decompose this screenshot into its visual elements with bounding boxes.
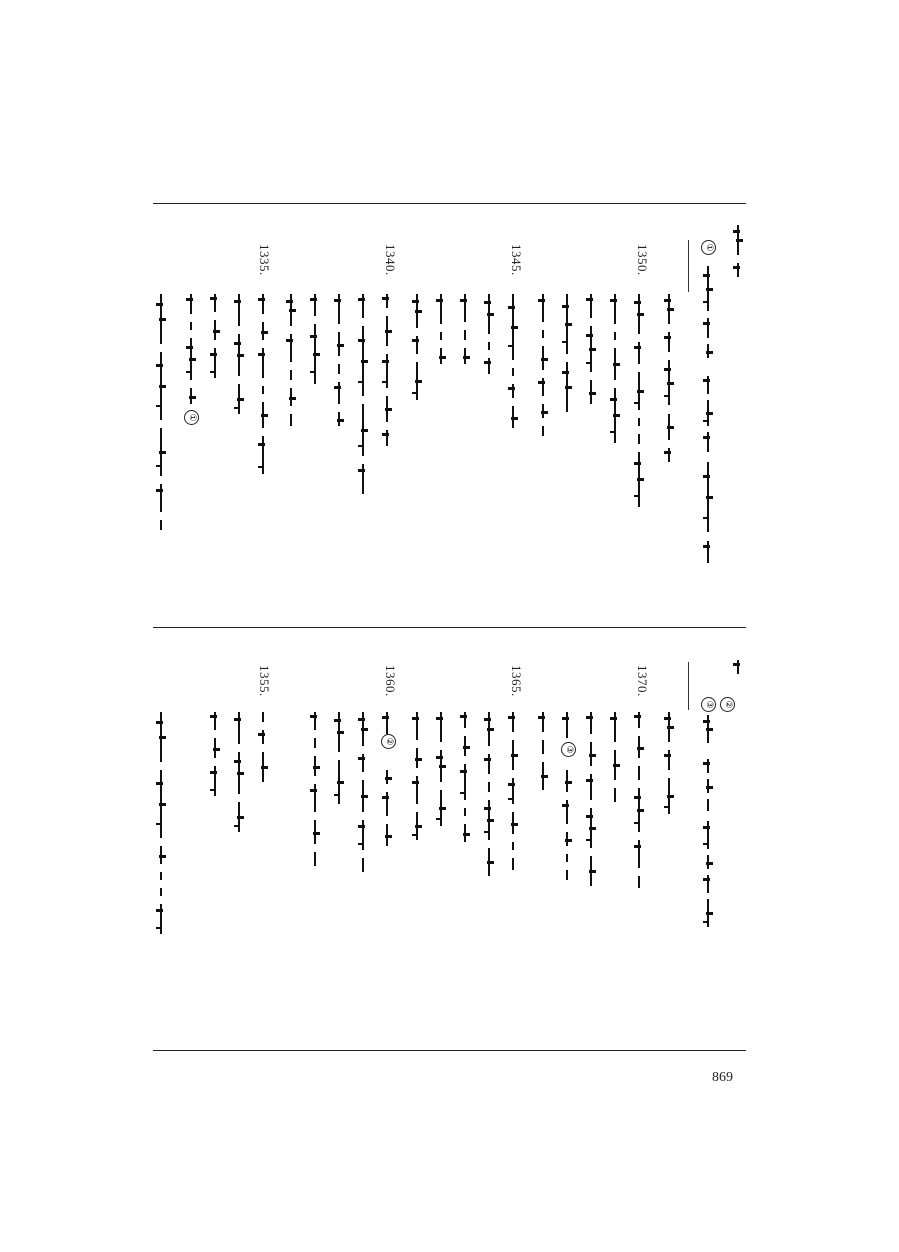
mongolian-word: [334, 760, 344, 804]
mongolian-word: [412, 336, 422, 354]
mongolian-word: [664, 294, 674, 324]
mongolian-word: [562, 770, 572, 792]
mongolian-word: [460, 712, 470, 728]
mongolian-word: [634, 736, 644, 758]
mongolian-word: [286, 388, 296, 406]
mongolian-word: [382, 294, 392, 308]
mongolian-word: [210, 766, 220, 796]
mongolian-word: [186, 294, 196, 314]
mongolian-word: [538, 378, 548, 396]
mongolian-word: [310, 324, 320, 384]
mongolian-word: [634, 788, 644, 832]
mongolian-word: [258, 386, 268, 394]
mongolian-word: [562, 294, 572, 354]
mongolian-word: [703, 266, 713, 311]
mongolian-word: [258, 712, 268, 722]
mongolian-word: [234, 384, 244, 414]
mongolian-word: [382, 354, 392, 388]
bottom-rule: [153, 1050, 746, 1051]
mongolian-word: [258, 348, 268, 378]
mongolian-word: [382, 712, 392, 734]
mongolian-word: [156, 294, 166, 344]
mongolian-word: [703, 541, 713, 563]
mongolian-word: [460, 330, 470, 340]
footnote-marker: ③: [561, 742, 576, 757]
mongolian-word: [664, 332, 674, 352]
mongolian-word: [538, 404, 548, 418]
mongolian-word: [703, 462, 713, 532]
mongolian-word: [664, 778, 674, 814]
footnote-marker: ①: [701, 240, 716, 255]
mongolian-word: [634, 418, 644, 426]
mongolian-word: [634, 342, 644, 364]
mongolian-word: [156, 352, 166, 420]
page-number: 869: [712, 1070, 733, 1085]
mongolian-word: [586, 712, 596, 734]
mongolian-word: [310, 294, 320, 316]
mongolian-word: [703, 855, 713, 869]
mongolian-word: [703, 875, 713, 893]
top-rule: [153, 203, 746, 204]
mongolian-word: [586, 326, 596, 372]
mongolian-word: [610, 750, 620, 780]
mongolian-word: [156, 484, 166, 512]
mongolian-word: [156, 520, 166, 530]
mongolian-word: [484, 712, 494, 746]
mongolian-word: [562, 832, 572, 846]
mongolian-word: [460, 808, 470, 816]
mongolian-word: [156, 846, 166, 864]
mongolian-word: [664, 750, 674, 770]
mongolian-word: [436, 712, 446, 742]
line-number: 1340.: [383, 244, 398, 276]
mongolian-word: [334, 712, 344, 752]
mongolian-word: [334, 332, 344, 356]
mongolian-word: [382, 430, 392, 446]
mongolian-word: [586, 742, 596, 766]
line-number: 1370.: [635, 665, 650, 697]
mongolian-word: [334, 412, 344, 426]
mongolian-word: [310, 756, 320, 776]
mongolian-word: [634, 434, 644, 444]
mongolian-word: [562, 712, 572, 738]
mongolian-word: [538, 762, 548, 790]
footnote-marker: ②: [381, 734, 396, 749]
mongolian-word: [733, 660, 743, 674]
mongolian-word: [634, 294, 644, 334]
mongolian-word: [358, 754, 368, 772]
mongolian-word: [460, 824, 470, 842]
line-number: 1335.: [257, 244, 272, 276]
mongolian-word: [412, 812, 422, 840]
mongolian-word: [186, 388, 196, 404]
mongolian-word: [234, 752, 244, 794]
mongolian-word: [538, 426, 548, 436]
mongolian-word: [358, 780, 368, 812]
footnote-marker: ③: [701, 697, 716, 712]
mongolian-word: [664, 712, 674, 742]
mongolian-word: [358, 464, 368, 494]
mongolian-word: [703, 318, 713, 338]
mongolian-word: [484, 358, 494, 374]
mongolian-word: [436, 294, 446, 324]
mongolian-word: [436, 332, 446, 340]
mongolian-word: [610, 348, 620, 380]
mongolian-word: [286, 334, 296, 362]
mongolian-word: [258, 294, 268, 314]
mongolian-word: [664, 414, 674, 440]
mongolian-word: [412, 362, 422, 400]
mongolian-word: [508, 368, 518, 376]
mongolian-word: [258, 322, 268, 340]
mongolian-word: [412, 294, 422, 328]
mongolian-word: [508, 712, 518, 732]
mongolian-word: [586, 294, 596, 318]
mongolian-word: [156, 888, 166, 896]
mongolian-word: [586, 808, 596, 848]
mongolian-word: [358, 326, 368, 396]
mongolian-word: [703, 759, 713, 773]
mongolian-word: [703, 400, 713, 426]
mongolian-word: [156, 428, 166, 476]
mongolian-word: [210, 294, 220, 312]
mongolian-word: [258, 402, 268, 428]
mongolian-word: [484, 754, 494, 774]
mongolian-word: [562, 870, 572, 880]
mongolian-word: [634, 876, 644, 888]
mongolian-word: [610, 388, 620, 443]
mongolian-word: [436, 750, 446, 782]
mongolian-word: [634, 766, 644, 780]
mongolian-word: [562, 362, 572, 412]
mongolian-word: [586, 380, 596, 404]
mongolian-word: [258, 752, 268, 782]
line-number: 1355.: [257, 665, 272, 697]
mongolian-word: [186, 338, 196, 380]
mongolian-word: [310, 712, 320, 730]
mongolian-word: [703, 821, 713, 849]
mongolian-word: [156, 770, 166, 838]
mongolian-word: [634, 372, 644, 410]
mongolian-word: [382, 396, 392, 422]
mongolian-word: [436, 348, 446, 364]
mongolian-word: [286, 414, 296, 426]
mongolian-word: [286, 294, 296, 326]
mongolian-word: [234, 294, 244, 326]
mongolian-word: [508, 778, 518, 804]
mongolian-word: [310, 820, 320, 844]
mongolian-word: [508, 812, 518, 834]
mongolian-word: [586, 774, 596, 800]
mongolian-word: [358, 712, 368, 746]
mongolian-word: [310, 738, 320, 748]
line-number: 1345.: [509, 244, 524, 276]
mongolian-word: [538, 330, 548, 338]
mongolian-word: [562, 800, 572, 824]
mongolian-word: [310, 852, 320, 866]
mongolian-word: [562, 854, 572, 862]
mongolian-word: [484, 782, 494, 792]
mongolian-word: [210, 738, 220, 758]
mongolian-word: [664, 448, 674, 462]
mongolian-word: [703, 376, 713, 394]
mongolian-word: [358, 820, 368, 850]
mongolian-word: [234, 802, 244, 832]
mongolian-word: [186, 322, 196, 330]
upper-footnote-separator: [688, 240, 689, 292]
mongolian-word: [538, 294, 548, 322]
mongolian-word: [484, 294, 494, 334]
mongolian-word: [460, 736, 470, 756]
mongolian-word: [156, 872, 166, 880]
mongolian-word: [733, 225, 743, 255]
middle-rule: [153, 627, 746, 628]
mongolian-word: [703, 799, 713, 811]
mongolian-word: [210, 348, 220, 378]
mongolian-word: [310, 784, 320, 812]
mongolian-word: [234, 712, 244, 744]
mongolian-word: [634, 452, 644, 507]
mongolian-word: [358, 404, 368, 456]
mongolian-word: [508, 858, 518, 870]
mongolian-word: [412, 748, 422, 768]
mongolian-word: [703, 899, 713, 927]
mongolian-word: [234, 334, 244, 376]
mongolian-word: [610, 712, 620, 742]
mongolian-word: [460, 294, 470, 322]
mongolian-word: [156, 712, 166, 762]
mongolian-word: [210, 712, 220, 730]
mongolian-word: [412, 712, 422, 740]
mongolian-word: [412, 776, 422, 804]
mongolian-word: [634, 712, 644, 728]
mongolian-word: [334, 382, 344, 404]
mongolian-word: [610, 294, 620, 324]
mongolian-word: [610, 788, 620, 802]
mongolian-word: [508, 294, 518, 360]
footnote-marker: ①: [184, 410, 199, 425]
mongolian-word: [382, 770, 392, 784]
mongolian-word: [634, 840, 644, 868]
mongolian-word: [508, 406, 518, 428]
lower-footnote-separator: [688, 662, 689, 710]
footnote-marker: ②: [720, 697, 735, 712]
mongolian-word: [382, 316, 392, 346]
mongolian-word: [334, 294, 344, 324]
mongolian-word: [484, 800, 494, 840]
mongolian-word: [586, 856, 596, 886]
mongolian-word: [538, 346, 548, 370]
mongolian-word: [156, 904, 166, 934]
mongolian-word: [460, 348, 470, 364]
mongolian-word: [508, 384, 518, 398]
mongolian-word: [436, 790, 446, 826]
mongolian-word: [334, 364, 344, 374]
mongolian-word: [610, 332, 620, 340]
mongolian-word: [733, 263, 743, 277]
mongolian-word: [538, 712, 548, 732]
mongolian-word: [703, 432, 713, 452]
mongolian-word: [703, 715, 713, 743]
mongolian-word: [286, 370, 296, 380]
mongolian-word: [703, 779, 713, 793]
line-number: 1360.: [383, 665, 398, 697]
mongolian-word: [508, 740, 518, 770]
mongolian-word: [484, 848, 494, 876]
mongolian-word: [664, 360, 674, 405]
line-number: 1365.: [509, 665, 524, 697]
mongolian-word: [382, 792, 392, 816]
mongolian-word: [258, 436, 268, 474]
line-number: 1350.: [635, 244, 650, 276]
mongolian-word: [210, 320, 220, 340]
mongolian-word: [460, 764, 470, 800]
mongolian-word: [508, 842, 518, 850]
mongolian-word: [703, 344, 713, 358]
mongolian-word: [358, 858, 368, 872]
mongolian-word: [358, 294, 368, 318]
mongolian-word: [382, 824, 392, 846]
mongolian-word: [258, 730, 268, 744]
mongolian-word: [538, 740, 548, 754]
mongolian-word: [484, 342, 494, 350]
